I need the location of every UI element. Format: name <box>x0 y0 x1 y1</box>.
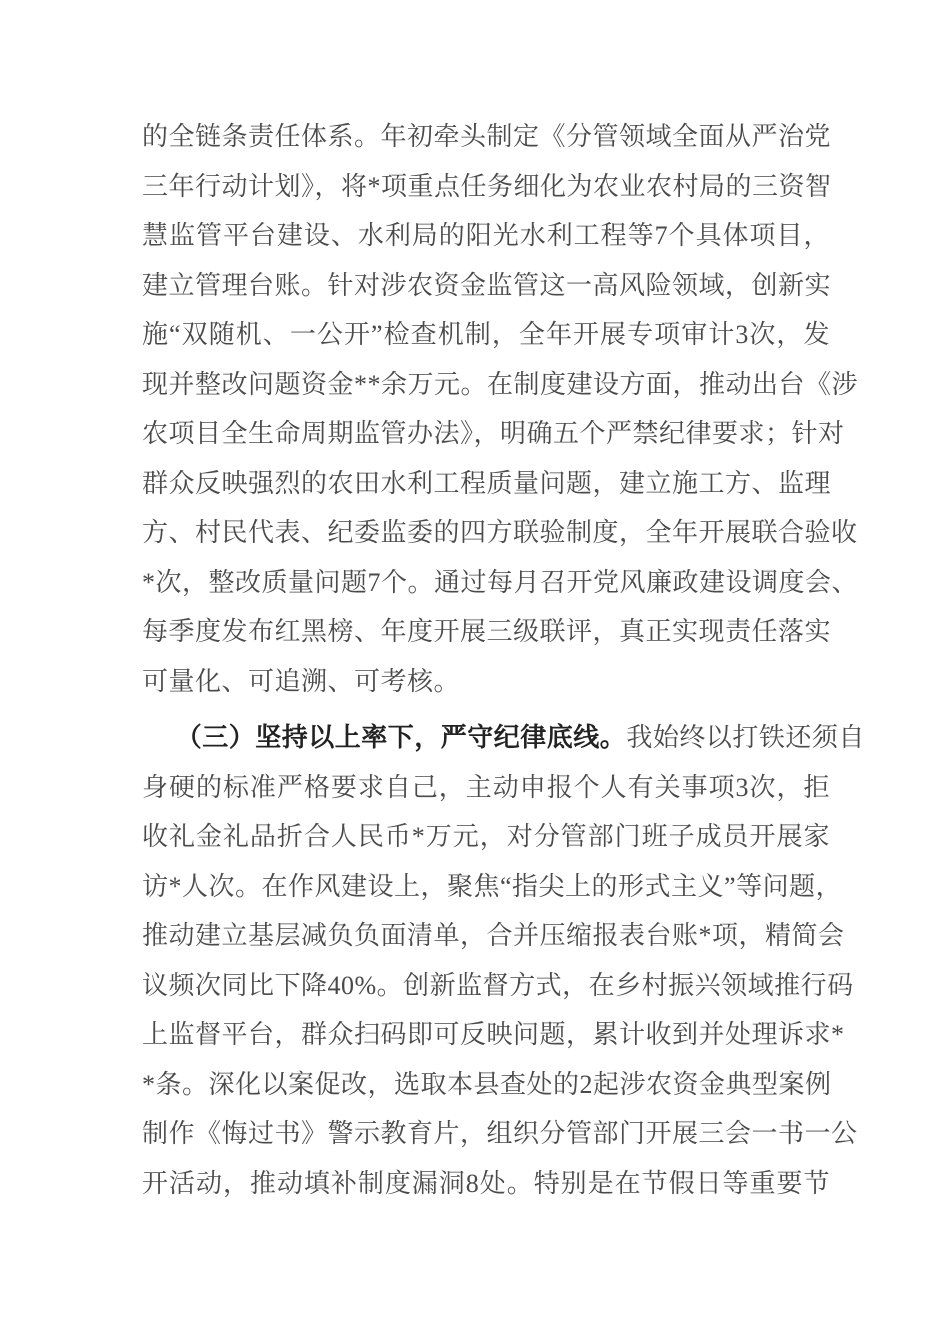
text-segment: *次，整改质量问题7个。通过每月召开党风廉政建设调度会、 <box>142 567 859 597</box>
text-line <box>142 261 830 311</box>
text-segment: 制作《悔过书》警示教育片，组织分管部门开展三会一书一公 <box>142 1119 858 1148</box>
text-line <box>142 310 830 360</box>
text-line <box>142 763 830 813</box>
text-line <box>142 162 830 212</box>
text-line <box>142 1010 845 1060</box>
document-body <box>142 112 865 1208</box>
text-line <box>142 558 859 608</box>
text-line <box>142 211 830 261</box>
text-segment: 访*人次。在作风建设上，聚焦“指尖上的形式主义”等问题， <box>142 871 843 901</box>
text-line <box>142 911 845 961</box>
text-line <box>142 607 830 657</box>
text-segment: 现并整改问题资金**余万元。在制度建设方面，推动出台《涉 <box>142 369 859 399</box>
text-line <box>142 1109 858 1159</box>
para-2 <box>142 713 865 1208</box>
text-line <box>142 459 830 509</box>
text-segment: 上监督平台，群众扫码即可反映问题，累计收到并处理诉求* <box>142 1020 845 1049</box>
text-line <box>142 657 830 707</box>
text-line <box>142 862 843 912</box>
text-line <box>142 360 859 410</box>
text-line <box>142 1159 830 1209</box>
text-line <box>142 112 830 162</box>
text-segment: 身硬的标准严格要求自己，主动申报个人有关事项3次，拒 <box>142 772 830 802</box>
text-segment: 方、村民代表、纪委监委的四方联验制度，全年开展联合验收 <box>142 518 858 547</box>
text-line <box>142 961 854 1011</box>
text-line <box>142 1060 830 1110</box>
text-segment: 建立管理台账。针对涉农资金监管这一高风险领域，创新实 <box>142 270 832 300</box>
text-segment: 群众反映强烈的农田水利工程质量问题，建立施工方、监理 <box>142 468 832 498</box>
text-segment: 每季度发布红黑榜、年度开展三级联评，真正实现责任落实 <box>142 617 832 646</box>
text-line <box>142 409 845 459</box>
text-segment: 推动建立基层减负负面清单，合并压缩报表台账*项，精简会 <box>142 921 845 950</box>
text-line <box>142 713 865 763</box>
text-segment: *条。深化以案促改，选取本县查处的2起涉农资金典型案例 <box>142 1069 832 1099</box>
text-segment: 我始终以打铁还须自 <box>626 723 865 752</box>
text-segment: 慧监管平台建设、水利局的阳光水利工程等7个具体项目， <box>142 221 830 250</box>
text-segment: 三年行动计划》，将*项重点任务细化为农业农村局的三资智 <box>142 171 832 201</box>
text-segment: 开活动，推动填补制度漏洞8处。特别是在节假日等重要节 <box>142 1168 830 1198</box>
text-segment: 的全链条责任体系。年初牵头制定《分管领域全面从严治党 <box>142 122 832 151</box>
text-line <box>142 812 830 862</box>
text-segment: 议频次同比下降40%。创新监督方式，在乡村振兴领域推行码 <box>142 970 854 1000</box>
text-line <box>142 508 858 558</box>
text-segment: 收礼金礼品折合人民币*万元，对分管部门班子成员开展家 <box>142 822 830 851</box>
text-segment: 农项目全生命周期监管办法》，明确五个严禁纪律要求；针对 <box>142 419 845 448</box>
text-segment: 施“双随机、一公开”检查机制，全年开展专项审计3次，发 <box>142 320 830 349</box>
text-segment: 可量化、可追溯、可考核。 <box>142 666 461 696</box>
para-1 <box>142 112 859 706</box>
bold-heading-text: （三）坚持以上率下，严守纪律底线。 <box>175 723 627 752</box>
